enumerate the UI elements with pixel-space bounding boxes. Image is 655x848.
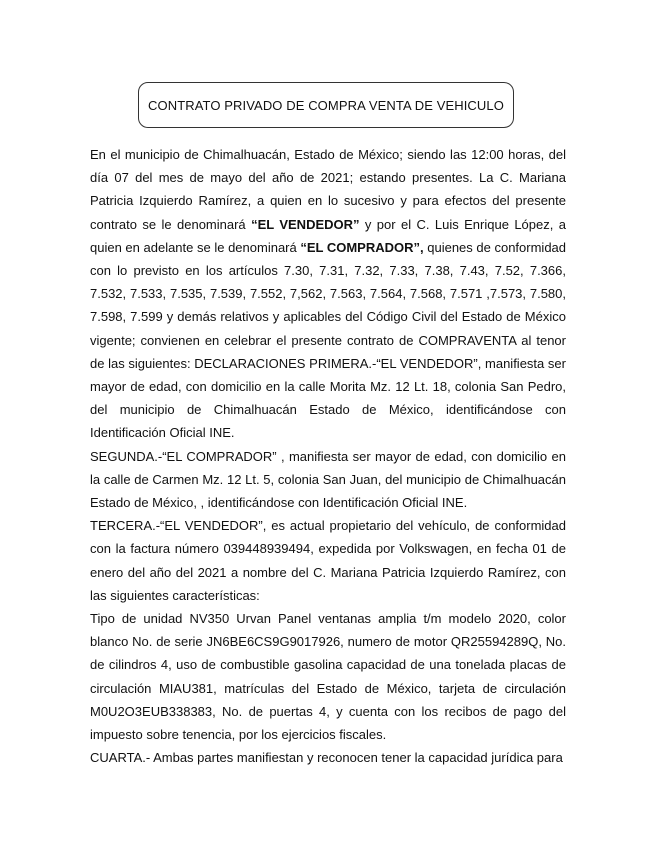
cuarta-paragraph: CUARTA.- Ambas partes manifiestan y reconocen tener la capacidad jurídica para [90,750,563,766]
comprador-label: “EL COMPRADOR”, [300,239,424,255]
document-title-box [138,82,514,128]
document-title: CONTRATO PRIVADO DE COMPRA VENTA DE VEHICULO [148,97,504,113]
segunda-paragraph: SEGUNDA.-“EL COMPRADOR” , manifiesta ser mayor de edad, con domicilio en la calle de Carmen Mz. 12 Lt. 5, colonia San Juan, del municipio de Chimalhuacán Estado de México, , identificándose con Identificación Oficial INE. [90,448,566,511]
contract-body [90,143,566,769]
intro-text-1: En el municipio de Chimalhuacán, Estado de México; siendo las 12:00 horas, del día 07 del mes de mayo del año de 2021; estando presentes. La C. Mariana Patricia Izquierdo Ramírez, a quien en lo sucesivo y para efectos del presente contrato se le denominará [90,147,566,232]
vendedor-label: “EL VENDEDOR” [251,216,360,232]
tercera-paragraph: TERCERA.-“EL VENDEDOR”, es actual propietario del vehículo, de conformidad con la factura número 039448939494, expedida por Volkswagen, en fecha 01 de enero del año del 2021 a nombre del C. Mariana Patricia Izquierdo Ramírez, con las siguientes características: [90,518,566,603]
vehicle-details-paragraph: Tipo de unidad NV350 Urvan Panel ventanas amplia t/m modelo 2020, color blanco No. de serie JN6BE6CS9G9017926, numero de motor QR25594289Q, No. de cilindros 4, uso de combustible gasolina capacidad de una tonelada placas de circulación MIAU381, matrículas del Estado de México, tarjeta de circulación M0U2O3EUB338383, No. de puertas 4, y cuenta con los recibos de pago del impuesto sobre tenencia, por los ejercicios fiscales. [90,611,566,743]
intro-text-2: y por el C. Luis Enrique López, a quien en adelante se le denominará [90,216,566,255]
intro-paragraph [90,143,566,445]
intro-text-3: quienes de conformidad con lo previsto en los artículos 7.30, 7.31, 7.32, 7.33, 7.38, 7.43, 7.52, 7.366, 7.532, 7.533, 7.535, 7.539, 7.552, 7,562, 7.563, 7.564, 7.568, 7.571 ,7.573, 7.580, 7.598, 7.599 y demás relativos y aplicables del Código Civil del Estado de México vigente; convienen en celebrar el presente contrato de COMPRAVENTA al tenor de las siguientes: DECLARACIONES PRIMERA.-“EL VENDEDOR”, manifiesta ser mayor de edad, con domicilio en la calle Morita Mz. 12 Lt. 18, colonia San Pedro, del municipio de Chimalhuacán Estado de México, identificándose con Identificación Oficial INE. [90,239,567,441]
